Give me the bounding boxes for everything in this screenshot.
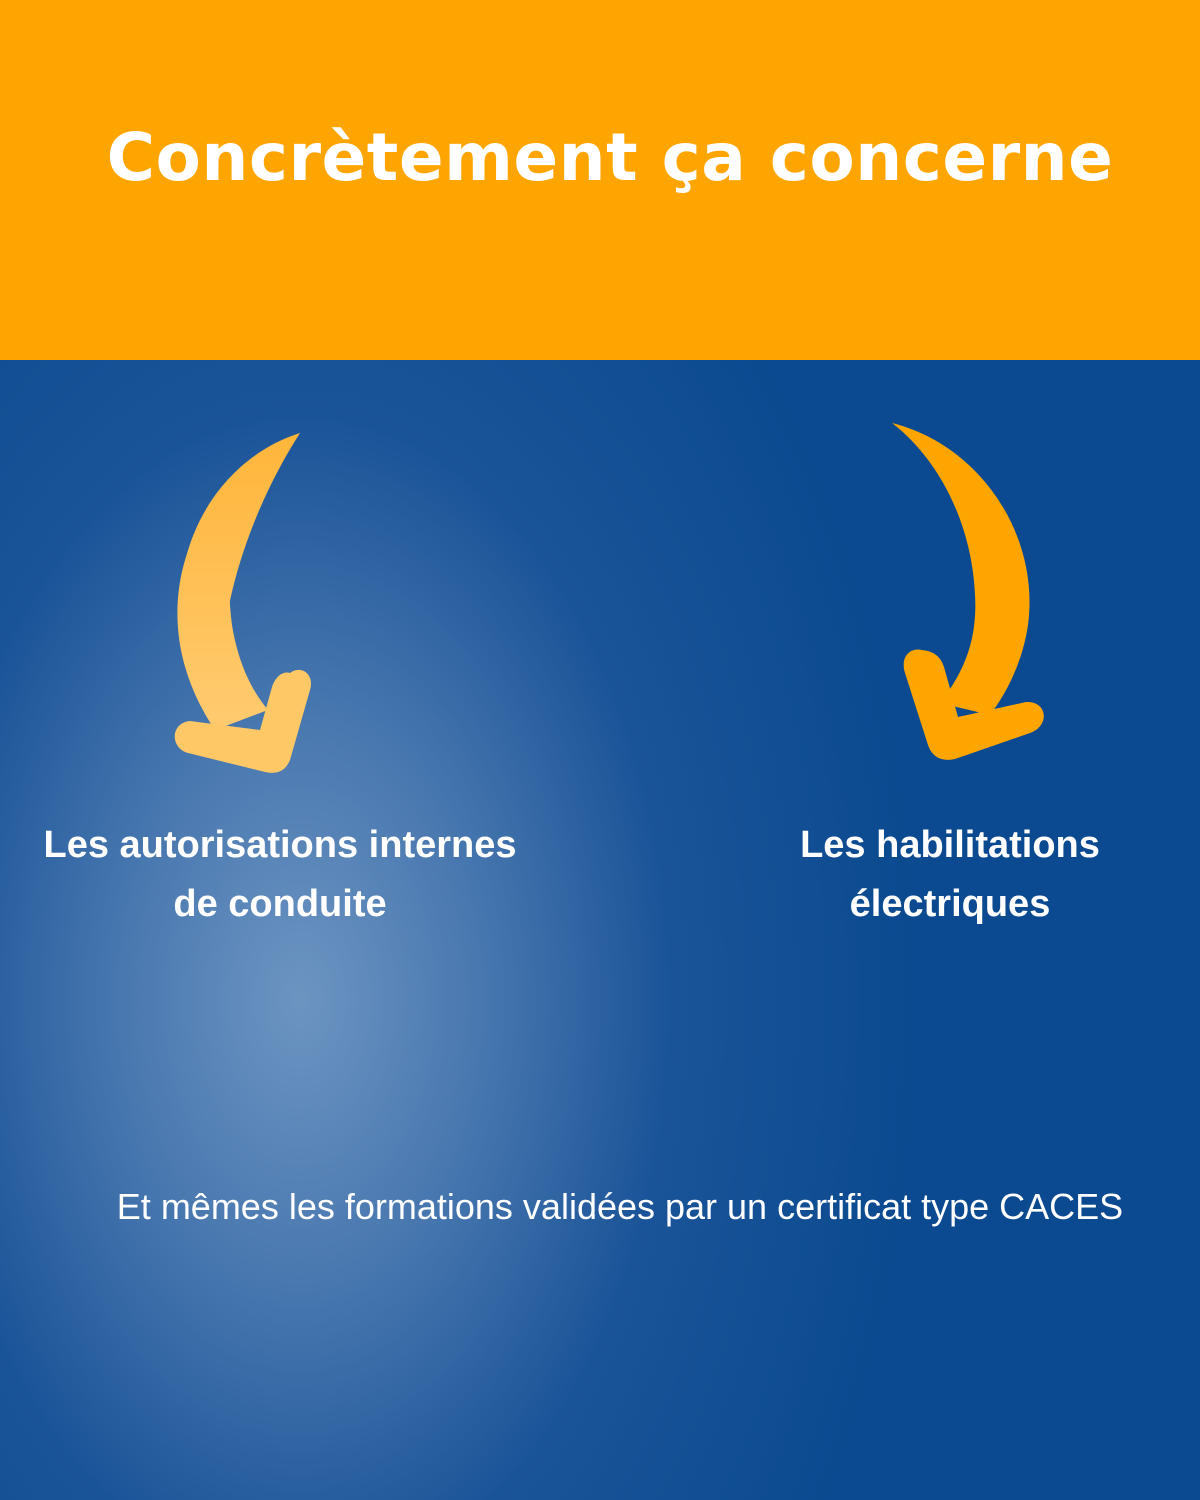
item-label-line2: électriques [849,883,1051,925]
footnote-text: Et mêmes les formations validées par un certificat type CACES [116,1186,1124,1227]
page-title: Concrètement ça concerne [106,119,1114,196]
item-label-line1: Les habilitations [800,824,1100,866]
item-autorisations [20,816,540,934]
curved-arrow-down-left-icon [880,415,1060,775]
item-label-line1: Les autorisations internes [43,824,517,866]
curved-arrow-down-right-icon [160,425,330,785]
item-label-line2: de conduite [173,883,387,925]
title-banner [0,0,1200,360]
item-habilitations [740,816,1160,934]
